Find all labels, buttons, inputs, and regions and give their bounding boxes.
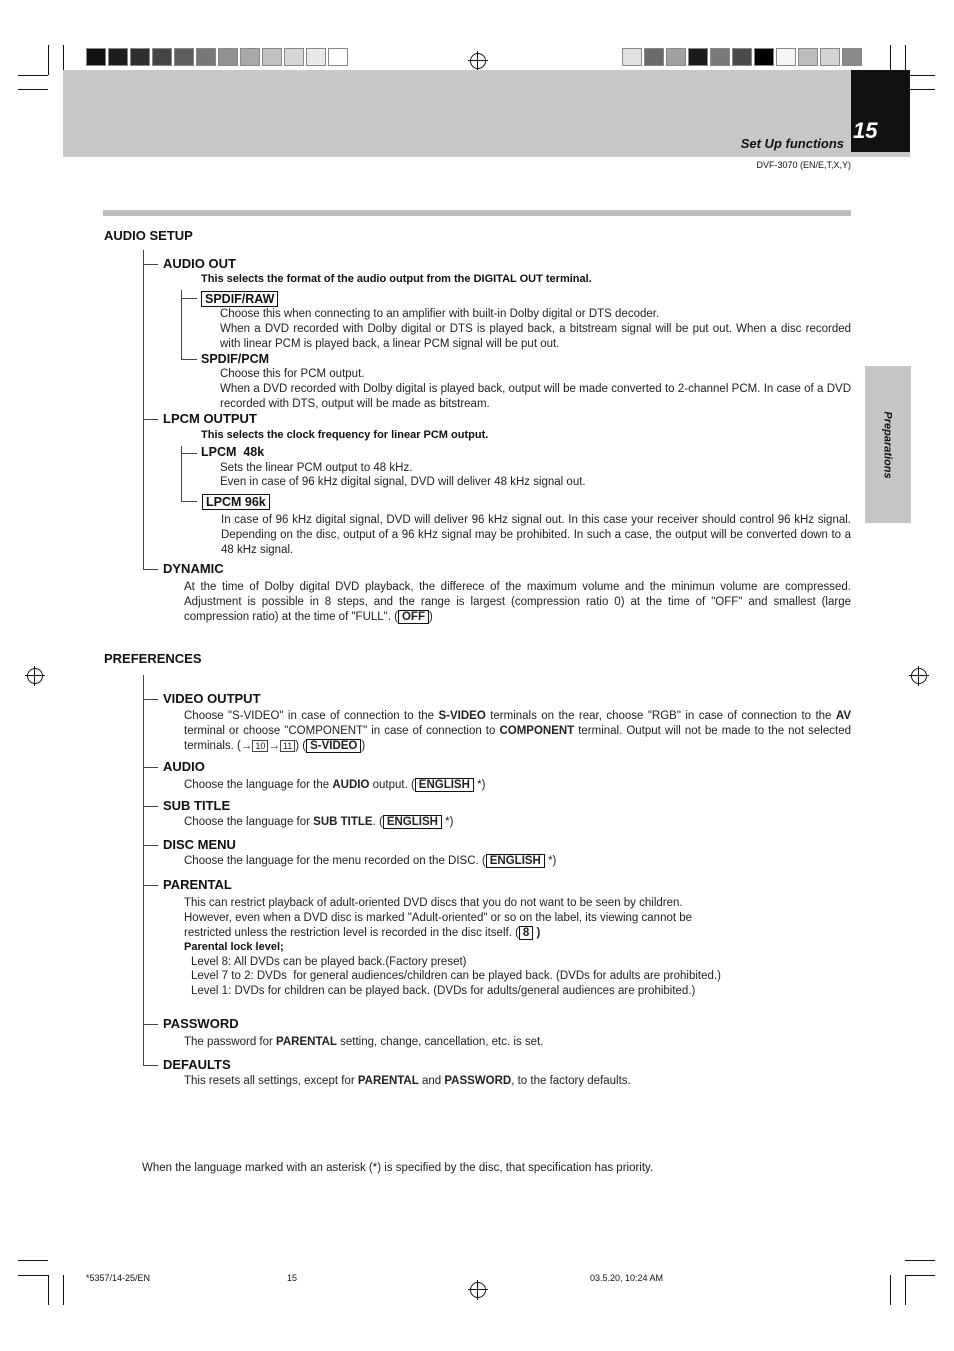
crop-mark bbox=[18, 89, 48, 90]
color-swatch bbox=[174, 48, 194, 66]
dynamic-desc: At the time of Dolby digital DVD playback, the differece of the maximum volume and the minimun volume are compressed. Adjustment is possible in 8 steps, and the range is largest (compression ratio 0) at the time of "OFF" and smallest (large compression ratio) at the time of "FULL". ( OFF ) bbox=[184, 581, 851, 623]
tree-line bbox=[181, 446, 182, 502]
section-title: Set Up functions bbox=[740, 136, 844, 151]
audio-out-heading: AUDIO OUT bbox=[163, 256, 236, 271]
color-swatch bbox=[130, 48, 150, 66]
color-swatch bbox=[218, 48, 238, 66]
parental-desc-2: However, even when a DVD disc is marked "Adult-oriented" or so on the label, its viewing cannot be bbox=[184, 912, 693, 924]
tree-branch bbox=[143, 845, 158, 846]
footnote: When the language marked with an asterisk (*) is specified by the disc, that specification has priority. bbox=[142, 1162, 654, 1174]
tree-branch bbox=[181, 453, 197, 454]
color-swatch bbox=[644, 48, 664, 66]
video-output-heading: VIDEO OUTPUT bbox=[163, 691, 261, 706]
color-swatch bbox=[622, 48, 642, 66]
tree-branch bbox=[181, 501, 197, 502]
lpcm-48k-option: LPCM 48k bbox=[201, 445, 265, 459]
parental-level-7-2: Level 7 to 2: DVDs for general audiences/children can be played back. (DVDs for adults are prohibited.) bbox=[191, 970, 721, 982]
section-rule bbox=[103, 210, 851, 216]
footer-page: 15 bbox=[287, 1273, 298, 1283]
tree-line bbox=[181, 290, 182, 360]
color-swatch bbox=[754, 48, 774, 66]
footer-job-code: *5357/14-25/EN bbox=[86, 1273, 151, 1283]
audio-default-value: ENGLISH bbox=[415, 778, 474, 792]
crop-mark bbox=[890, 1275, 891, 1305]
tree-line bbox=[143, 675, 144, 1065]
page-ref-arrow-icon: → bbox=[268, 740, 280, 752]
page-ref-10: 10 bbox=[252, 740, 268, 752]
tree-line bbox=[143, 250, 144, 570]
side-tab-label: Preparations bbox=[882, 410, 894, 479]
tree-branch bbox=[143, 699, 158, 700]
color-swatch bbox=[688, 48, 708, 66]
spdif-pcm-option: SPDIF/PCM bbox=[201, 352, 270, 366]
lpcm-96k-option: LPCM 96k bbox=[202, 494, 270, 510]
color-swatch bbox=[820, 48, 840, 66]
color-swatch bbox=[108, 48, 128, 66]
video-output-default-value: S-VIDEO bbox=[306, 739, 361, 753]
color-swatch bbox=[152, 48, 172, 66]
sub-title-heading: SUB TITLE bbox=[163, 798, 231, 813]
audio-out-note: This selects the format of the audio output from the DIGITAL OUT terminal. bbox=[201, 273, 592, 285]
tree-branch bbox=[143, 419, 158, 420]
tree-branch bbox=[143, 885, 158, 886]
audio-setup-heading: AUDIO SETUP bbox=[104, 228, 193, 243]
audio-desc: Choose the language for the AUDIO output. ( ENGLISH *) bbox=[184, 779, 486, 791]
lpcm-96k-desc: In case of 96 kHz digital signal, DVD will deliver 96 kHz signal out. In this case your receiver should control 96 kHz signal. Depending on the disc, output of a 96 kHz signal may be prohibited. In such a case, the output will be converted down to a 48 kHz signal. bbox=[221, 514, 851, 556]
registration-mark bbox=[911, 668, 927, 684]
tree-branch bbox=[143, 569, 158, 570]
model-code: DVF-3070 (EN/E,T,X,Y) bbox=[756, 160, 851, 170]
crop-mark bbox=[910, 75, 935, 76]
crop-mark bbox=[63, 1275, 64, 1305]
crop-mark bbox=[48, 45, 49, 75]
defaults-heading: DEFAULTS bbox=[163, 1057, 231, 1072]
page-number: 15 bbox=[853, 118, 878, 143]
color-swatch bbox=[776, 48, 796, 66]
password-desc: The password for PARENTAL setting, change, cancellation, etc. is set. bbox=[184, 1036, 544, 1048]
color-swatch bbox=[732, 48, 752, 66]
footer-date: 03.5.20, 10:24 AM bbox=[590, 1273, 664, 1283]
crop-mark bbox=[18, 1275, 48, 1276]
parental-lock-title: Parental lock level; bbox=[184, 941, 284, 953]
audio-heading: AUDIO bbox=[163, 759, 205, 774]
color-swatch bbox=[196, 48, 216, 66]
color-swatch bbox=[306, 48, 326, 66]
crop-mark bbox=[905, 1275, 935, 1276]
crop-mark bbox=[905, 1275, 906, 1305]
color-swatch bbox=[842, 48, 862, 66]
parental-desc-3: restricted unless the restriction level is recorded in the disc itself. ( 8 ) bbox=[184, 927, 541, 939]
sub-title-default-value: ENGLISH bbox=[383, 815, 442, 829]
spdif-raw-desc: Choose this when connecting to an amplifier with built-in Dolby digital or DTS decoder. bbox=[220, 308, 660, 320]
lpcm-48k-detail: Even in case of 96 kHz digital signal, DVD will deliver 48 kHz signal out. bbox=[220, 476, 586, 488]
tree-branch bbox=[143, 1065, 158, 1066]
sub-title-desc: Choose the language for SUB TITLE. ( ENGLISH *) bbox=[184, 816, 454, 828]
dynamic-default-value: OFF bbox=[398, 610, 429, 624]
registration-mark bbox=[470, 1282, 486, 1298]
spdif-pcm-desc: Choose this for PCM output. bbox=[220, 368, 365, 380]
spdif-raw-option: SPDIF/RAW bbox=[201, 291, 278, 307]
lpcm-output-heading: LPCM OUTPUT bbox=[163, 411, 257, 426]
crop-mark bbox=[905, 45, 906, 70]
color-swatch bbox=[328, 48, 348, 66]
parental-level-8: Level 8: All DVDs can be played back.(Factory preset) bbox=[191, 956, 467, 968]
page-ref-arrow-icon: → bbox=[240, 740, 253, 752]
color-swatch bbox=[710, 48, 730, 66]
disc-menu-desc: Choose the language for the menu recorded on the DISC. ( ENGLISH *) bbox=[184, 855, 557, 867]
color-swatch bbox=[86, 48, 106, 66]
spdif-pcm-detail: When a DVD recorded with Dolby digital is played back, output will be made converted to 2-channel PCM. In case of a DVD recorded with DTS, output will be made as bitstream. bbox=[220, 383, 851, 410]
lpcm-48k-desc: Sets the linear PCM output to 48 kHz. bbox=[220, 462, 413, 474]
parental-desc-1: This can restrict playback of adult-oriented DVD discs that you do not want to be seen by children. bbox=[184, 897, 683, 909]
tree-branch bbox=[143, 767, 158, 768]
crop-mark bbox=[48, 1275, 49, 1305]
color-swatch bbox=[666, 48, 686, 66]
tree-branch bbox=[143, 1024, 158, 1025]
parental-default-value: 8 bbox=[519, 926, 533, 940]
tree-branch bbox=[143, 264, 158, 265]
preferences-heading: PREFERENCES bbox=[104, 651, 202, 666]
color-swatch bbox=[284, 48, 304, 66]
video-output-desc: Choose "S-VIDEO" in case of connection to the S-VIDEO terminals on the rear, choose "RGB" in case of connection to the AV terminal or choose "COMPONENT" in case of connection to COMPONENT terminal. Output will not be made to the not selected terminals. (→ 10 → 11 ) ( S-VIDEO ) bbox=[184, 710, 851, 752]
defaults-desc: This resets all settings, except for PARENTAL and PASSWORD, to the factory defaults. bbox=[184, 1075, 631, 1087]
parental-level-1: Level 1: DVDs for children can be played back. (DVDs for adults/general audiences are prohibited.) bbox=[191, 985, 696, 997]
password-heading: PASSWORD bbox=[163, 1016, 239, 1031]
disc-menu-heading: DISC MENU bbox=[163, 837, 236, 852]
tree-branch bbox=[181, 298, 197, 299]
disc-menu-default-value: ENGLISH bbox=[486, 854, 545, 868]
lpcm-output-note: This selects the clock frequency for linear PCM output. bbox=[201, 429, 489, 441]
color-swatch bbox=[240, 48, 260, 66]
registration-mark bbox=[27, 668, 43, 684]
crop-mark bbox=[18, 1260, 48, 1261]
tree-branch bbox=[181, 359, 197, 360]
page-ref-11: 11 bbox=[280, 740, 295, 752]
spdif-raw-detail: When a DVD recorded with Dolby digital or DTS is played back, a bitstream signal will be put out. When a disc recorded with linear PCM is played back, a linear PCM signal will be put out. bbox=[220, 323, 851, 350]
parental-heading: PARENTAL bbox=[163, 877, 232, 892]
crop-mark bbox=[910, 89, 935, 90]
crop-mark bbox=[905, 1260, 935, 1261]
color-swatch bbox=[262, 48, 282, 66]
crop-mark bbox=[18, 75, 48, 76]
tree-branch bbox=[143, 806, 158, 807]
registration-mark bbox=[470, 53, 486, 69]
crop-mark bbox=[890, 45, 891, 70]
dynamic-heading: DYNAMIC bbox=[163, 561, 224, 576]
color-swatch bbox=[798, 48, 818, 66]
